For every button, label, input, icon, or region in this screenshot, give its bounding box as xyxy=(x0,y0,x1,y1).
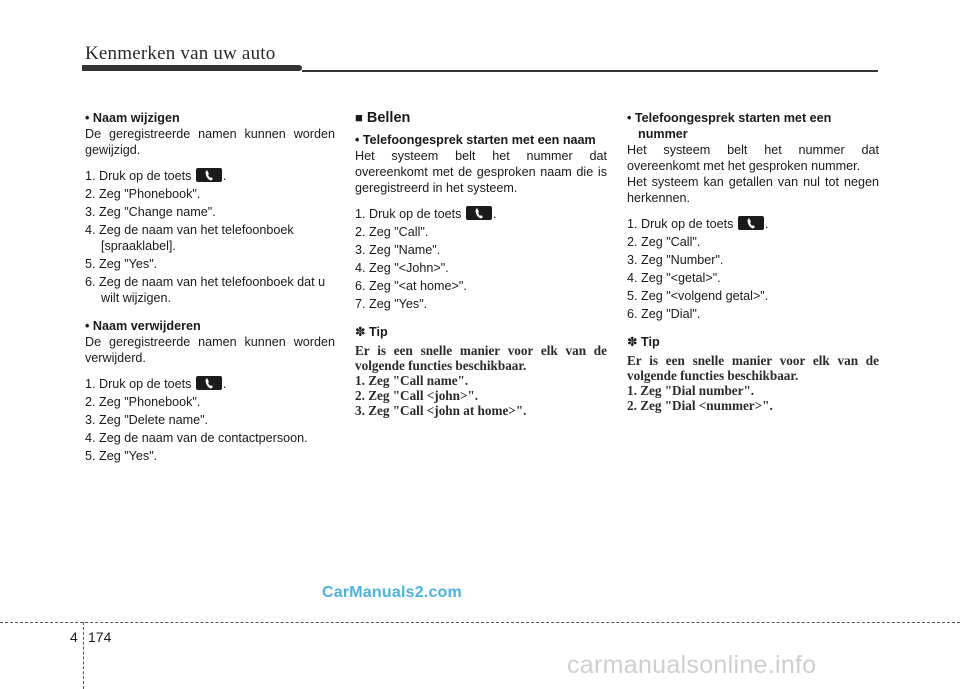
talk-button-icon xyxy=(196,376,222,390)
rename-step: 6. Zeg de naam van het telefoonboek dat u wilt wijzigen. xyxy=(85,275,326,305)
tip-line: 1. Zeg "Dial number". xyxy=(627,383,755,398)
delete-heading: • Naam verwijderen xyxy=(85,319,201,333)
call-name-heading: • Telefoongesprek starten met een naam xyxy=(355,133,596,147)
delete-step: 2. Zeg "Phonebook". xyxy=(85,395,201,409)
call-name-step: 2. Zeg "Call". xyxy=(355,225,429,239)
call-name-step: 7. Zeg "Yes". xyxy=(355,297,428,311)
call-name-step: 4. Zeg "<John>". xyxy=(355,261,449,275)
page-number: 174 xyxy=(88,629,112,645)
rename-step-1: 1. Druk op de toets . xyxy=(85,169,227,183)
rename-step: 2. Zeg "Phonebook". xyxy=(85,187,201,201)
delete-step-1: 1. Druk op de toets . xyxy=(85,377,227,391)
rename-heading: • Naam wijzigen xyxy=(85,111,180,125)
delete-step: 4. Zeg de naam van de contactpersoon. xyxy=(85,431,308,445)
talk-button-icon xyxy=(466,206,492,220)
call-number-heading: • Telefoongesprek starten met een nummer xyxy=(627,111,832,141)
call-number-intro: Het systeem kan getallen van nul tot negen herkennen. xyxy=(627,175,879,205)
call-number-step-1: 1. Druk op de toets . xyxy=(627,217,769,231)
delete-step: 3. Zeg "Delete name". xyxy=(85,413,209,427)
site-watermark: carmanualsonline.info xyxy=(567,651,817,679)
call-number-step: 6. Zeg "Dial". xyxy=(627,307,701,321)
header-bar xyxy=(82,65,302,71)
page-title: Kenmerken van uw auto xyxy=(85,43,276,64)
tip-line: 1. Zeg "Call name". xyxy=(355,373,469,388)
rename-step: 4. Zeg de naam van het telefoonboek [spraaklabel]. xyxy=(85,223,294,253)
footer-rule xyxy=(0,622,960,623)
call-name-step: 3. Zeg "Name". xyxy=(355,243,441,257)
tip-line: 2. Zeg "Call <john>". xyxy=(355,388,479,403)
column-1 xyxy=(85,110,335,466)
header-rule xyxy=(302,70,878,72)
rename-step: 5. Zeg "Yes". xyxy=(85,257,158,271)
call-name-intro: Het systeem belt het nummer dat overeenkomt met de gesproken naam die is geregistreerd in het systeem. xyxy=(355,149,607,195)
call-number-step: 4. Zeg "<getal>". xyxy=(627,271,721,285)
tip-line: 3. Zeg "Call <john at home>". xyxy=(355,403,527,418)
rename-intro: De geregistreerde namen kunnen worden gewijzigd. xyxy=(85,127,335,157)
section-heading: ■ Bellen xyxy=(355,110,411,126)
section-marker: ■ xyxy=(355,110,363,125)
tip-label: ✽ Tip xyxy=(627,335,660,349)
call-number-step: 5. Zeg "<volgend getal>". xyxy=(627,289,769,303)
call-name-step-1: 1. Druk op de toets . xyxy=(355,207,497,221)
chapter-number: 4 xyxy=(70,629,78,645)
tip-text: Er is een snelle manier voor elk van de volgende functies beschikbaar. xyxy=(627,353,879,383)
tip-text: Er is een snelle manier voor elk van de volgende functies beschikbaar. xyxy=(355,343,607,373)
talk-button-icon xyxy=(738,216,764,230)
talk-button-icon xyxy=(196,168,222,182)
call-number-intro: Het systeem belt het nummer dat overeenkomt met het gesproken nummer. xyxy=(627,143,879,173)
footer-divider xyxy=(83,622,84,689)
column-3 xyxy=(627,110,879,413)
rename-step: 3. Zeg "Change name". xyxy=(85,205,216,219)
call-number-step: 2. Zeg "Call". xyxy=(627,235,701,249)
call-name-step: 6. Zeg "<at home>". xyxy=(355,279,467,293)
delete-step: 5. Zeg "Yes". xyxy=(85,449,158,463)
delete-intro: De geregistreerde namen kunnen worden verwijderd. xyxy=(85,335,335,365)
call-number-step: 3. Zeg "Number". xyxy=(627,253,724,267)
carmanuals-watermark: CarManuals2.com xyxy=(322,584,462,601)
column-2 xyxy=(355,110,607,418)
tip-label: ✽ Tip xyxy=(355,325,388,339)
tip-line: 2. Zeg "Dial <nummer>". xyxy=(627,398,773,413)
